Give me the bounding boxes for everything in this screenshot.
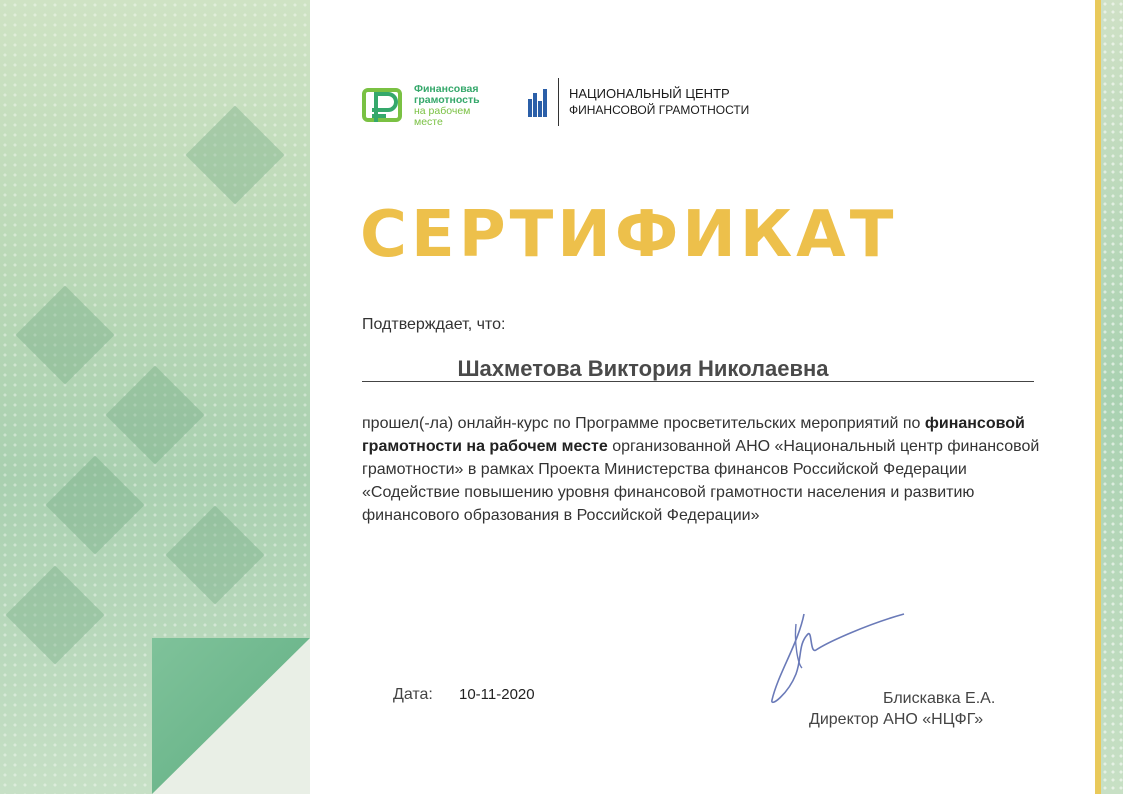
- recipient-name: Шахметова Виктория Николаевна: [457, 356, 829, 381]
- certificate-body: [362, 412, 1052, 527]
- program-logo-text: [414, 84, 504, 128]
- bar-chart-logo-icon: [528, 87, 548, 117]
- body-text-part: организованной АНО «Национальный центр финансовой грамотности» в рамках Проекта Министерства финансов Российской Федерации «Содействие повышению уровня финансовой грамотности населения и развитию финансового образования в Российской Федерации»: [362, 438, 1040, 524]
- confirms-label: Подтверждает, что:: [362, 316, 506, 333]
- ruble-logo-icon: [362, 84, 408, 128]
- dot-pattern: [1101, 0, 1123, 794]
- decorative-right-strip: [1101, 0, 1123, 794]
- logo-line: грамотность: [414, 94, 480, 106]
- date-value: 10-11-2020: [459, 686, 535, 703]
- certificate-title: СЕРТИФИКАТ: [360, 198, 898, 272]
- logo-line: месте: [414, 116, 443, 128]
- signer-title: Директор АНО «НЦФГ»: [809, 711, 984, 728]
- date-label: Дата:: [393, 686, 433, 703]
- center-logo-text: [569, 86, 749, 118]
- name-underline: [362, 381, 1034, 382]
- program-logo: [362, 84, 504, 128]
- logo-line: на рабочем: [414, 105, 471, 117]
- logo-line: ФИНАНСОВОЙ ГРАМОТНОСТИ: [569, 103, 750, 117]
- body-text-bold: финансовой грамотности на рабочем месте: [362, 415, 1025, 455]
- signer-name: Блискавка Е.А.: [883, 690, 996, 707]
- center-logo: [528, 78, 749, 126]
- body-text-part: прошел(-ла) онлайн-курс по Программе просветительских мероприятий по: [362, 415, 925, 432]
- logo-line: НАЦИОНАЛЬНЫЙ ЦЕНТР: [569, 86, 730, 101]
- logo-divider: [558, 78, 559, 126]
- logo-line: Финансовая: [414, 83, 479, 95]
